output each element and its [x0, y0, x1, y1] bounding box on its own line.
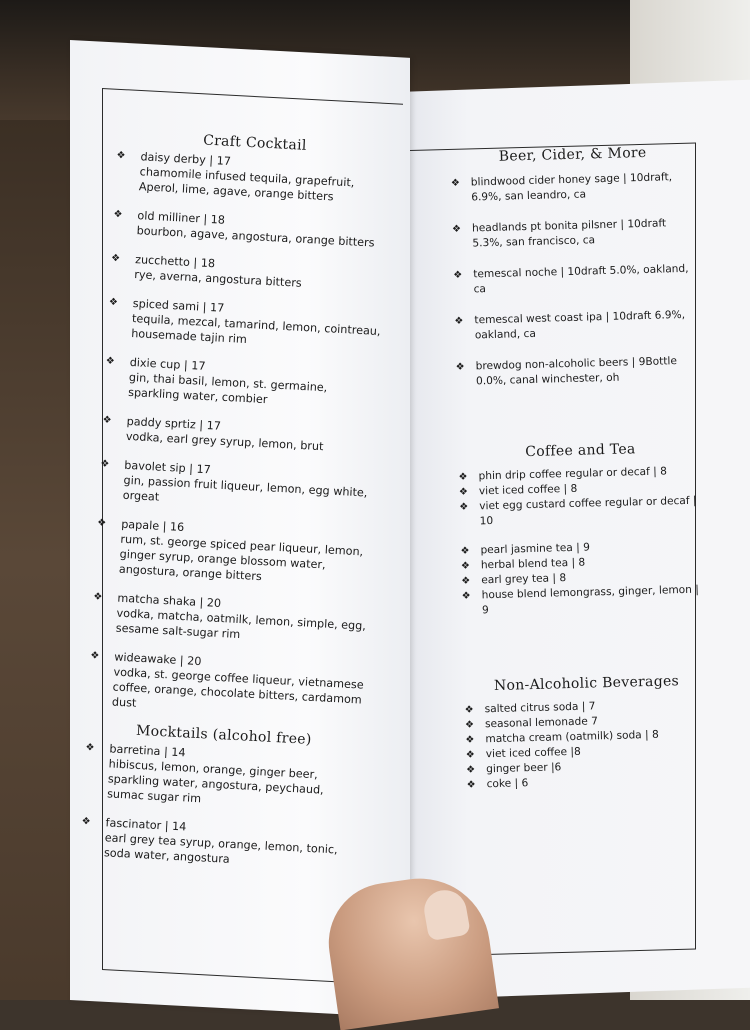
bullet-icon: ❖ — [450, 177, 460, 189]
bullet-icon: ❖ — [102, 414, 112, 427]
bullet-icon: ❖ — [455, 361, 465, 373]
bullet-icon: ❖ — [460, 545, 470, 557]
item-name: salted citrus soda | 7 — [484, 700, 596, 716]
item-description: gin, passion fruit liqueur, lemon, egg white, orgeat — [122, 473, 368, 504]
background-floor — [0, 120, 70, 1000]
item-name: brewdog non-alcoholic beers | 9 — [475, 355, 646, 373]
item-name: barretina | 14 — [109, 742, 186, 760]
item-name: old milliner | 18 — [137, 209, 226, 227]
menu-item — [454, 308, 700, 344]
item-description: draft 6.9%, oakland, ca — [474, 308, 686, 342]
bullet-icon: ❖ — [465, 734, 475, 746]
coffee-tea-title: Coffee and Tea — [525, 441, 636, 461]
item-name: matcha cream (oatmilk) soda | 8 — [485, 728, 659, 746]
right-menu-column — [450, 144, 712, 793]
beer-cider-title: Beer, Cider, & More — [498, 144, 647, 165]
item-description: draft 5.3%, san francisco, ca — [472, 217, 667, 250]
item-description: draft, 6.9%, san leandro, ca — [471, 171, 673, 204]
bullet-icon: ❖ — [466, 764, 476, 776]
menu-item — [452, 216, 698, 252]
bullet-icon: ❖ — [81, 816, 91, 828]
item-name: temescal noche | 10 — [473, 265, 582, 281]
menu-item — [115, 148, 392, 207]
tea-list — [460, 537, 707, 618]
item-name: ginger beer |6 — [486, 761, 562, 776]
item-description: earl grey tea syrup, orange, lemon, tonic, soda water, angostura — [103, 831, 338, 866]
bullet-icon: ❖ — [464, 719, 475, 731]
item-name: viet egg custard coffee regular or decaf | 10 — [479, 494, 697, 528]
bullet-icon: ❖ — [466, 779, 476, 791]
mocktails-title: Mocktails (alcohol free) — [135, 722, 312, 748]
item-description: draft 5.0%, oakland, ca — [473, 262, 689, 296]
menu-item — [461, 582, 707, 618]
item-name: herbal blend tea | 8 — [480, 556, 586, 572]
non-alcoholic-title: Non-Alcoholic Beverages — [493, 673, 680, 695]
item-description: gin, thai basil, lemon, st. germaine, sparkling water, combier — [127, 370, 328, 407]
item-description: rye, averna, angostura bitters — [134, 268, 303, 290]
bullet-icon: ❖ — [453, 269, 463, 281]
menu-item — [453, 262, 699, 298]
menu-item — [102, 413, 378, 457]
item-description: rum, st. george spiced pear liqueur, lemon, ginger syrup, orange blossom water, angostura, orange bitters — [118, 532, 364, 584]
item-name: fascinator | 14 — [105, 816, 187, 834]
menu-item — [91, 589, 368, 648]
menu-item — [83, 740, 361, 814]
cocktail-list — [88, 148, 392, 723]
menu-item — [80, 814, 357, 873]
bullet-icon: ❖ — [116, 149, 126, 162]
item-description: hibiscus, lemon, orange, ginger beer, sparkling water, angostura, peychaud, sumac sugar rim — [106, 757, 325, 806]
item-name: headlands pt bonita pilsner | 10 — [471, 218, 642, 235]
menu-item — [112, 207, 388, 251]
item-name: viet iced coffee |8 — [485, 745, 581, 761]
item-name: pearl jasmine tea | 9 — [480, 541, 591, 557]
coffee-list — [458, 463, 704, 529]
item-name: seasonal lemonade 7 — [484, 715, 599, 731]
item-name: blindwood cider honey sage | 10 — [470, 171, 644, 189]
menu-item — [455, 354, 701, 390]
bullet-icon: ❖ — [458, 471, 468, 483]
menu-item — [110, 251, 386, 295]
menu-item — [104, 354, 381, 413]
menu-item — [88, 648, 366, 722]
bullet-icon: ❖ — [93, 591, 103, 603]
bullet-icon: ❖ — [113, 208, 123, 221]
bullet-icon: ❖ — [90, 650, 100, 662]
item-name: daisy derby | 17 — [140, 150, 232, 168]
item-name: dixie cup | 17 — [129, 355, 206, 373]
bullet-icon: ❖ — [459, 501, 469, 513]
item-description: Bottle 0.0%, canal winchester, oh — [475, 355, 678, 388]
menu-item — [107, 295, 384, 354]
item-name: spiced sami | 17 — [132, 297, 225, 315]
item-name: temescal west coast ipa | 10 — [474, 310, 627, 327]
item-name: phin drip coffee regular or decaf | 8 — [478, 465, 668, 483]
item-description: vodka, earl grey syrup, lemon, brut — [125, 429, 324, 454]
bullet-icon: ❖ — [451, 223, 462, 235]
bullet-icon: ❖ — [461, 575, 471, 587]
menu-item — [451, 170, 697, 206]
non-alcoholic-list — [464, 696, 711, 792]
item-description: vodka, st. george coffee liqueur, vietnamese coffee, orange, chocolate bitters, cardamom dust — [111, 665, 365, 710]
item-name: wideawake | 20 — [113, 650, 202, 669]
item-name: zucchetto | 18 — [134, 253, 216, 271]
menu-item — [98, 457, 375, 516]
menu-item — [95, 515, 373, 589]
beer-list — [451, 170, 702, 390]
item-name: house blend lemongrass, ginger, lemon | 9 — [481, 583, 700, 617]
menu-item — [459, 493, 705, 529]
bullet-icon: ❖ — [461, 590, 471, 602]
bullet-icon: ❖ — [460, 560, 471, 572]
bullet-icon: ❖ — [108, 296, 119, 309]
mocktail-list — [80, 740, 361, 873]
item-description: vodka, matcha, oatmilk, lemon, simple, egg, sesame salt-sugar rim — [115, 606, 367, 642]
left-menu-column — [79, 128, 393, 887]
bullet-icon: ❖ — [454, 315, 464, 327]
bullet-icon: ❖ — [464, 704, 474, 716]
item-name: bavolet sip | 17 — [124, 458, 212, 477]
bullet-icon: ❖ — [110, 252, 121, 265]
bullet-icon: ❖ — [97, 517, 107, 529]
bullet-icon: ❖ — [85, 742, 95, 754]
item-name: paddy sprtiz | 17 — [126, 414, 222, 433]
craft-cocktail-title: Craft Cocktail — [202, 132, 308, 154]
item-description: chamomile infused tequila, grapefruit, Aperol, lime, agave, orange bitters — [138, 165, 355, 204]
bullet-icon: ❖ — [458, 486, 469, 498]
bullet-icon: ❖ — [100, 458, 110, 471]
item-name: coke | 6 — [486, 777, 529, 791]
item-name: matcha shaka | 20 — [117, 591, 222, 611]
item-name: earl grey tea | 8 — [481, 572, 567, 587]
item-description: tequila, mezcal, tamarind, lemon, cointreau, housemade tajin rim — [130, 312, 381, 347]
item-name: viet iced coffee | 8 — [478, 482, 578, 498]
item-description: bourbon, agave, angostura, orange bitters — [136, 224, 375, 250]
bullet-icon: ❖ — [105, 355, 116, 368]
item-name: papale | 16 — [120, 517, 185, 535]
bullet-icon: ❖ — [465, 749, 475, 761]
